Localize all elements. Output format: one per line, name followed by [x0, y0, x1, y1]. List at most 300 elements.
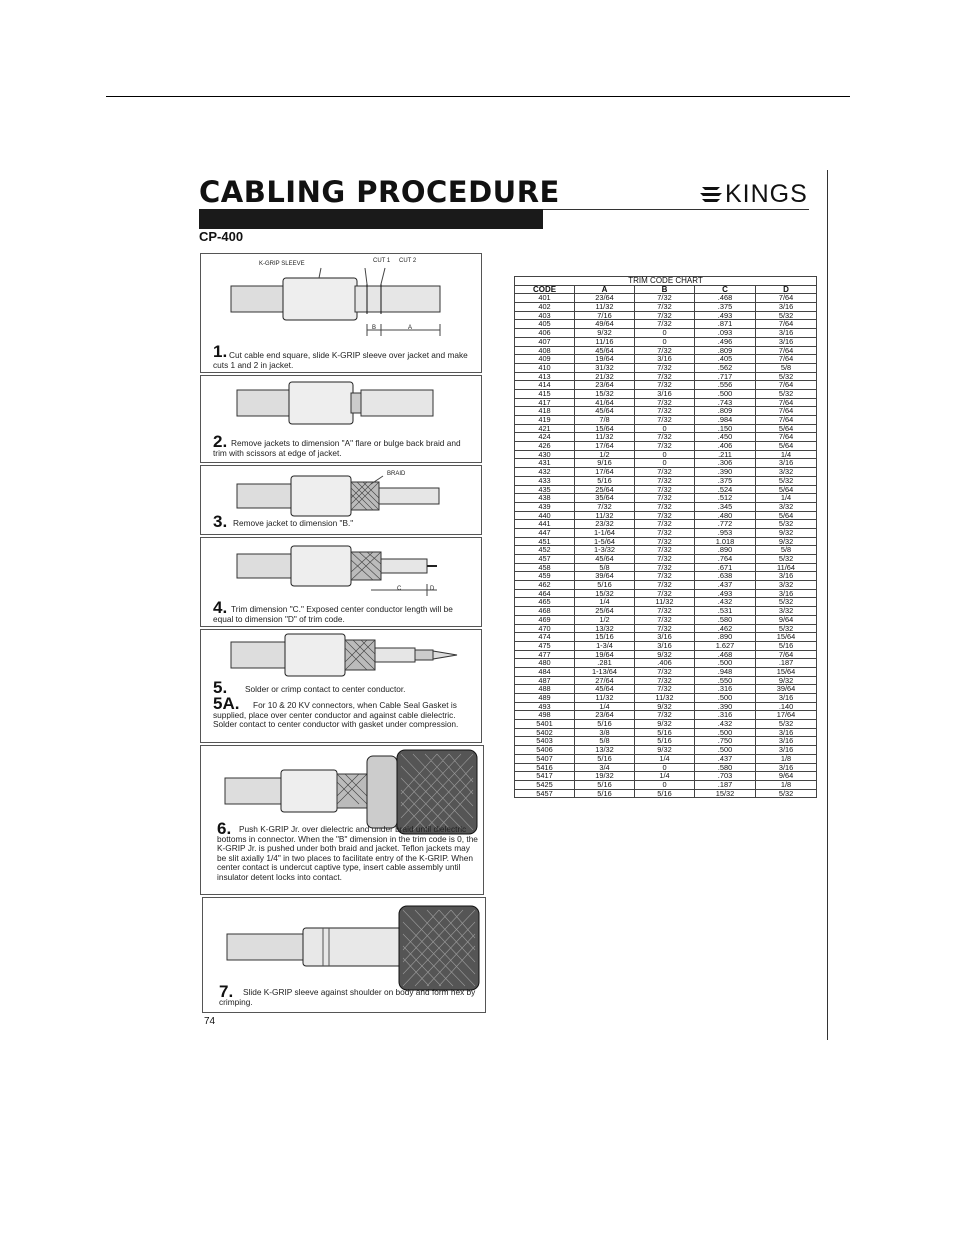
table-cell: .809 [695, 346, 756, 355]
table-cell: 462 [515, 581, 575, 590]
step-number: 4. [213, 598, 228, 617]
table-cell: 7/32 [635, 511, 695, 520]
table-cell: 3/16 [756, 728, 817, 737]
table-cell: 3/16 [635, 641, 695, 650]
table-cell: .405 [695, 355, 756, 364]
table-cell: 440 [515, 511, 575, 520]
table-cell: 7/32 [635, 433, 695, 442]
chart-header-cell: A [575, 285, 635, 294]
table-cell: 7/32 [635, 581, 695, 590]
table-cell: 5/32 [756, 555, 817, 564]
step-number: 2. [213, 432, 228, 451]
table-cell: 5/32 [756, 624, 817, 633]
table-cell: 15/16 [575, 633, 635, 642]
table-cell: 7/32 [635, 303, 695, 312]
table-cell: .562 [695, 363, 756, 372]
table-cell: 480 [515, 659, 575, 668]
table-cell: 45/64 [575, 685, 635, 694]
table-cell: 7/32 [635, 502, 695, 511]
dim-d-label: D [430, 586, 435, 592]
table-cell: 5425 [515, 780, 575, 789]
table-cell: 410 [515, 363, 575, 372]
table-cell: 409 [515, 355, 575, 364]
table-cell: 430 [515, 450, 575, 459]
table-cell: 11/16 [575, 337, 635, 346]
table-cell: .316 [695, 711, 756, 720]
table-cell: 9/32 [635, 720, 695, 729]
table-cell: 406 [515, 329, 575, 338]
step-2-panel [200, 375, 482, 463]
table-cell: 13/32 [575, 624, 635, 633]
table-cell: 11/32 [575, 433, 635, 442]
table-cell: .390 [695, 702, 756, 711]
table-cell: 3/4 [575, 763, 635, 772]
table-cell: 5/16 [635, 737, 695, 746]
table-cell: 3/32 [756, 607, 817, 616]
table-cell: 7/64 [756, 355, 817, 364]
table-cell: .671 [695, 563, 756, 572]
table-cell: 433 [515, 476, 575, 485]
table-cell: .345 [695, 502, 756, 511]
table-cell: .496 [695, 337, 756, 346]
table-cell: .493 [695, 589, 756, 598]
table-row [515, 337, 817, 346]
table-cell: 7/64 [756, 320, 817, 329]
table-cell: 0 [635, 450, 695, 459]
table-cell: 7/64 [756, 346, 817, 355]
table-cell: .953 [695, 528, 756, 537]
table-cell: 439 [515, 502, 575, 511]
step-number: 5. [213, 678, 228, 697]
table-cell: .140 [756, 702, 817, 711]
table-cell: 1-3/4 [575, 641, 635, 650]
table-cell: 5/16 [575, 720, 635, 729]
table-cell: 7/32 [635, 294, 695, 303]
step-4-panel [200, 537, 482, 627]
chart-header-cell: D [756, 285, 817, 294]
table-cell: .580 [695, 763, 756, 772]
table-cell: .500 [695, 746, 756, 755]
table-cell: 9/64 [756, 772, 817, 781]
table-cell: 458 [515, 563, 575, 572]
table-cell: .493 [695, 311, 756, 320]
table-cell: 3/16 [756, 303, 817, 312]
table-cell: 3/16 [756, 694, 817, 703]
step-number: 1. [213, 342, 228, 361]
table-cell: 403 [515, 311, 575, 320]
table-cell: 19/64 [575, 355, 635, 364]
table-cell: .480 [695, 511, 756, 520]
table-cell: .211 [695, 450, 756, 459]
table-cell: 419 [515, 416, 575, 425]
table-cell: 9/16 [575, 459, 635, 468]
table-cell: 7/64 [756, 407, 817, 416]
table-cell: 441 [515, 520, 575, 529]
table-cell: 1/8 [756, 754, 817, 763]
table-cell: 5/32 [756, 372, 817, 381]
table-cell: 9/32 [635, 746, 695, 755]
table-cell: 5/16 [635, 789, 695, 798]
table-cell: 11/32 [575, 511, 635, 520]
table-cell: 1-13/64 [575, 667, 635, 676]
table-cell: 414 [515, 381, 575, 390]
table-cell: 7/64 [756, 398, 817, 407]
table-cell: 7/32 [635, 667, 695, 676]
table-cell: 5/8 [756, 546, 817, 555]
table-cell: 13/32 [575, 746, 635, 755]
table-cell: 3/16 [756, 746, 817, 755]
table-cell: 7/16 [575, 311, 635, 320]
table-row [515, 476, 817, 485]
table-cell: .316 [695, 685, 756, 694]
table-cell: .638 [695, 572, 756, 581]
table-cell: 11/32 [575, 694, 635, 703]
table-cell: .580 [695, 615, 756, 624]
table-cell: 469 [515, 615, 575, 624]
table-cell: 3/32 [756, 468, 817, 477]
table-cell: .871 [695, 320, 756, 329]
table-cell: 5416 [515, 763, 575, 772]
table-cell: 17/64 [575, 442, 635, 451]
table-cell: 15/32 [695, 789, 756, 798]
table-cell: .406 [635, 659, 695, 668]
table-cell: 5457 [515, 789, 575, 798]
table-row [515, 667, 817, 676]
table-cell: 7/32 [575, 502, 635, 511]
table-cell: 468 [515, 607, 575, 616]
table-cell: 457 [515, 555, 575, 564]
step-text: Remove jackets to dimension "A" flare or bulge back braid and trim with scissors at edge of jacket. [213, 438, 461, 458]
table-cell: .750 [695, 737, 756, 746]
table-cell: 0 [635, 763, 695, 772]
table-cell: 475 [515, 641, 575, 650]
table-cell: 470 [515, 624, 575, 633]
table-cell: 7/64 [756, 416, 817, 425]
table-cell: .437 [695, 754, 756, 763]
table-cell: 1.627 [695, 641, 756, 650]
table-cell: 459 [515, 572, 575, 581]
table-cell: 3/16 [756, 572, 817, 581]
table-cell: 432 [515, 468, 575, 477]
table-cell: 5/64 [756, 442, 817, 451]
table-cell: 7/32 [635, 346, 695, 355]
table-cell: 9/32 [756, 537, 817, 546]
k-grip-sleeve-label: K-GRIP SLEEVE [259, 261, 305, 267]
table-cell: 447 [515, 528, 575, 537]
table-cell: 408 [515, 346, 575, 355]
table-cell: 5/16 [756, 641, 817, 650]
table-cell: 3/16 [756, 459, 817, 468]
table-cell: 451 [515, 537, 575, 546]
table-cell: 7/32 [635, 685, 695, 694]
table-cell: 7/32 [635, 468, 695, 477]
table-cell: 498 [515, 711, 575, 720]
table-cell: 5/32 [756, 720, 817, 729]
table-cell: 3/16 [635, 355, 695, 364]
right-margin-rule [827, 170, 828, 1040]
table-cell: 15/64 [756, 667, 817, 676]
table-cell: .281 [575, 659, 635, 668]
table-cell: 417 [515, 398, 575, 407]
table-cell: 45/64 [575, 407, 635, 416]
table-row [515, 694, 817, 703]
table-cell: 11/32 [635, 694, 695, 703]
table-cell: 452 [515, 546, 575, 555]
table-cell: 0 [635, 329, 695, 338]
table-cell: 5/16 [575, 476, 635, 485]
table-row [515, 303, 817, 312]
table-cell: 413 [515, 372, 575, 381]
table-cell: 489 [515, 694, 575, 703]
table-cell: .432 [695, 720, 756, 729]
table-cell: 9/32 [756, 528, 817, 537]
step-5-panel [200, 629, 482, 743]
table-cell: 11/64 [756, 563, 817, 572]
table-cell: 7/32 [635, 520, 695, 529]
table-cell: .306 [695, 459, 756, 468]
table-row [515, 780, 817, 789]
table-cell: 23/32 [575, 520, 635, 529]
table-cell: 1/4 [575, 598, 635, 607]
table-cell: 5/8 [756, 363, 817, 372]
table-cell: 3/16 [756, 763, 817, 772]
table-row [515, 389, 817, 398]
table-cell: 5402 [515, 728, 575, 737]
table-cell: 405 [515, 320, 575, 329]
table-cell: .948 [695, 667, 756, 676]
table-cell: 23/64 [575, 711, 635, 720]
table-cell: .500 [695, 389, 756, 398]
table-cell: 35/64 [575, 494, 635, 503]
top-rule [106, 96, 850, 97]
table-row [515, 641, 817, 650]
table-row [515, 528, 817, 537]
table-cell: 7/32 [635, 624, 695, 633]
dim-b-label: B [372, 325, 377, 331]
table-cell: 464 [515, 589, 575, 598]
table-cell: .764 [695, 555, 756, 564]
table-cell: 23/64 [575, 381, 635, 390]
table-cell: .150 [695, 424, 756, 433]
table-cell: 1/2 [575, 450, 635, 459]
page-title: CABLING PROCEDURE [199, 175, 560, 209]
table-cell: 3/32 [756, 581, 817, 590]
table-cell: 7/32 [635, 442, 695, 451]
table-cell: 1/4 [635, 754, 695, 763]
table-row [515, 615, 817, 624]
table-cell: 487 [515, 676, 575, 685]
table-cell: .187 [695, 780, 756, 789]
table-cell: 3/16 [635, 633, 695, 642]
table-cell: 21/32 [575, 372, 635, 381]
step-1-panel [200, 253, 482, 373]
step-6-panel [200, 745, 484, 895]
table-cell: 7/64 [756, 433, 817, 442]
table-cell: 5/32 [756, 389, 817, 398]
table-cell: 39/64 [575, 572, 635, 581]
table-cell: .524 [695, 485, 756, 494]
table-cell: 488 [515, 685, 575, 694]
cut-1-label: CUT 1 [373, 258, 391, 264]
table-cell: .984 [695, 416, 756, 425]
table-cell: .550 [695, 676, 756, 685]
table-row [515, 720, 817, 729]
table-cell: 9/32 [635, 702, 695, 711]
step-text: For 10 & 20 KV connectors, when Cable Seal Gasket is supplied, place over center conductor and against cable dielectric. Solder contact to center conductor with gasket under compression. [213, 700, 459, 729]
step-number: 6. [217, 819, 232, 838]
table-cell: .890 [695, 546, 756, 555]
table-cell: 15/32 [575, 589, 635, 598]
table-cell: .743 [695, 398, 756, 407]
table-cell: 7/32 [635, 589, 695, 598]
dim-c-label: C [397, 586, 402, 592]
table-cell: 5406 [515, 746, 575, 755]
table-cell: 5/64 [756, 511, 817, 520]
step-7-panel [202, 897, 486, 1013]
table-cell: 1-3/32 [575, 546, 635, 555]
table-cell: 15/64 [575, 424, 635, 433]
table-cell: 5/32 [756, 598, 817, 607]
step-number: 3. [213, 512, 228, 531]
step-text: Solder or crimp contact to center conductor. [245, 684, 406, 694]
table-cell: 5/16 [575, 780, 635, 789]
table-cell: 27/64 [575, 676, 635, 685]
chart-header-cell: C [695, 285, 756, 294]
table-cell: 7/8 [575, 416, 635, 425]
table-cell: 5401 [515, 720, 575, 729]
table-cell: 7/32 [635, 555, 695, 564]
table-cell: 7/64 [756, 650, 817, 659]
table-cell: .093 [695, 329, 756, 338]
table-cell: 5/16 [575, 754, 635, 763]
table-row [515, 363, 817, 372]
table-cell: .462 [695, 624, 756, 633]
table-cell: 7/32 [635, 363, 695, 372]
table-cell: 7/64 [756, 381, 817, 390]
step-text: Push K-GRIP Jr. over dielectric and under braid until dielectric bottoms in connector. When the "B" dimension in the trim code is 0, the K-GRIP Jr. is pushed under both braid and jacket. Teflon jackets may be slit axially 1/4" in two places to facilitate entry of the K-GRIP. When center contact is undercut captive type, insert cable assembly until insulator detent locks into contact. [217, 824, 478, 882]
table-cell: 3/16 [756, 337, 817, 346]
table-cell: 17/64 [756, 711, 817, 720]
table-cell: 23/64 [575, 294, 635, 303]
kings-logo-icon [700, 185, 722, 205]
table-cell: 7/32 [635, 572, 695, 581]
table-cell: .375 [695, 476, 756, 485]
table-row [515, 754, 817, 763]
table-cell: 3/8 [575, 728, 635, 737]
step-text: Remove jacket to dimension "B." [233, 518, 354, 528]
brand-name: KINGS [725, 180, 808, 208]
table-cell: 477 [515, 650, 575, 659]
table-cell: 7/32 [635, 311, 695, 320]
table-cell: 424 [515, 433, 575, 442]
table-cell: .809 [695, 407, 756, 416]
title-underline [543, 209, 809, 210]
table-cell: 7/32 [635, 407, 695, 416]
brand-logo [700, 180, 808, 209]
step-number: 7. [219, 982, 234, 1001]
table-cell: .500 [695, 728, 756, 737]
table-cell: 3/32 [756, 502, 817, 511]
table-cell: .500 [695, 659, 756, 668]
table-cell: 1/4 [575, 702, 635, 711]
table-cell: 5/32 [756, 311, 817, 320]
table-cell: 41/64 [575, 398, 635, 407]
table-cell: .468 [695, 650, 756, 659]
table-cell: 7/32 [635, 537, 695, 546]
table-cell: 5403 [515, 737, 575, 746]
dim-a-label: A [408, 325, 413, 331]
table-row [515, 442, 817, 451]
table-cell: 7/32 [635, 381, 695, 390]
table-cell: 415 [515, 389, 575, 398]
table-cell: 7/32 [635, 528, 695, 537]
title-bar [199, 209, 543, 229]
table-cell: 25/64 [575, 607, 635, 616]
table-cell: 31/32 [575, 363, 635, 372]
table-cell: .717 [695, 372, 756, 381]
table-row [515, 607, 817, 616]
table-cell: 5/64 [756, 485, 817, 494]
table-cell: 7/64 [756, 294, 817, 303]
table-cell: 401 [515, 294, 575, 303]
table-cell: 418 [515, 407, 575, 416]
table-cell: 15/32 [575, 389, 635, 398]
step-number: 5A. [213, 694, 240, 713]
table-cell: 0 [635, 337, 695, 346]
table-cell: .890 [695, 633, 756, 642]
trim-code-chart [514, 276, 817, 798]
table-cell: 438 [515, 494, 575, 503]
table-cell: 1/4 [756, 494, 817, 503]
table-cell: 7/32 [635, 485, 695, 494]
table-row [515, 555, 817, 564]
table-cell: 5/16 [635, 728, 695, 737]
table-cell: 1/2 [575, 615, 635, 624]
table-cell: 11/32 [635, 598, 695, 607]
table-cell: .531 [695, 607, 756, 616]
table-cell: 19/32 [575, 772, 635, 781]
table-cell: 474 [515, 633, 575, 642]
table-row [515, 746, 817, 755]
table-cell: 7/32 [635, 494, 695, 503]
table-row [515, 581, 817, 590]
table-cell: 407 [515, 337, 575, 346]
table-cell: 9/32 [635, 650, 695, 659]
table-cell: .556 [695, 381, 756, 390]
table-cell: 45/64 [575, 555, 635, 564]
table-cell: 5/16 [575, 581, 635, 590]
model-number: CP-400 [199, 229, 244, 244]
table-cell: 0 [635, 459, 695, 468]
page-number: 74 [204, 1016, 216, 1027]
table-cell: 5/32 [756, 789, 817, 798]
table-cell: .437 [695, 581, 756, 590]
chart-caption: TRIM CODE CHART [515, 277, 817, 286]
table-cell: 1/4 [635, 772, 695, 781]
braid-label: BRAID [387, 471, 406, 477]
table-cell: .390 [695, 468, 756, 477]
table-cell: 1/4 [756, 450, 817, 459]
table-cell: 1/8 [756, 780, 817, 789]
table-cell: .500 [695, 694, 756, 703]
table-cell: 5/16 [575, 789, 635, 798]
chart-header-cell: CODE [515, 285, 575, 294]
table-row [515, 789, 817, 798]
table-cell: .772 [695, 520, 756, 529]
table-cell: 7/32 [635, 615, 695, 624]
table-cell: 7/32 [635, 563, 695, 572]
table-cell: 25/64 [575, 485, 635, 494]
